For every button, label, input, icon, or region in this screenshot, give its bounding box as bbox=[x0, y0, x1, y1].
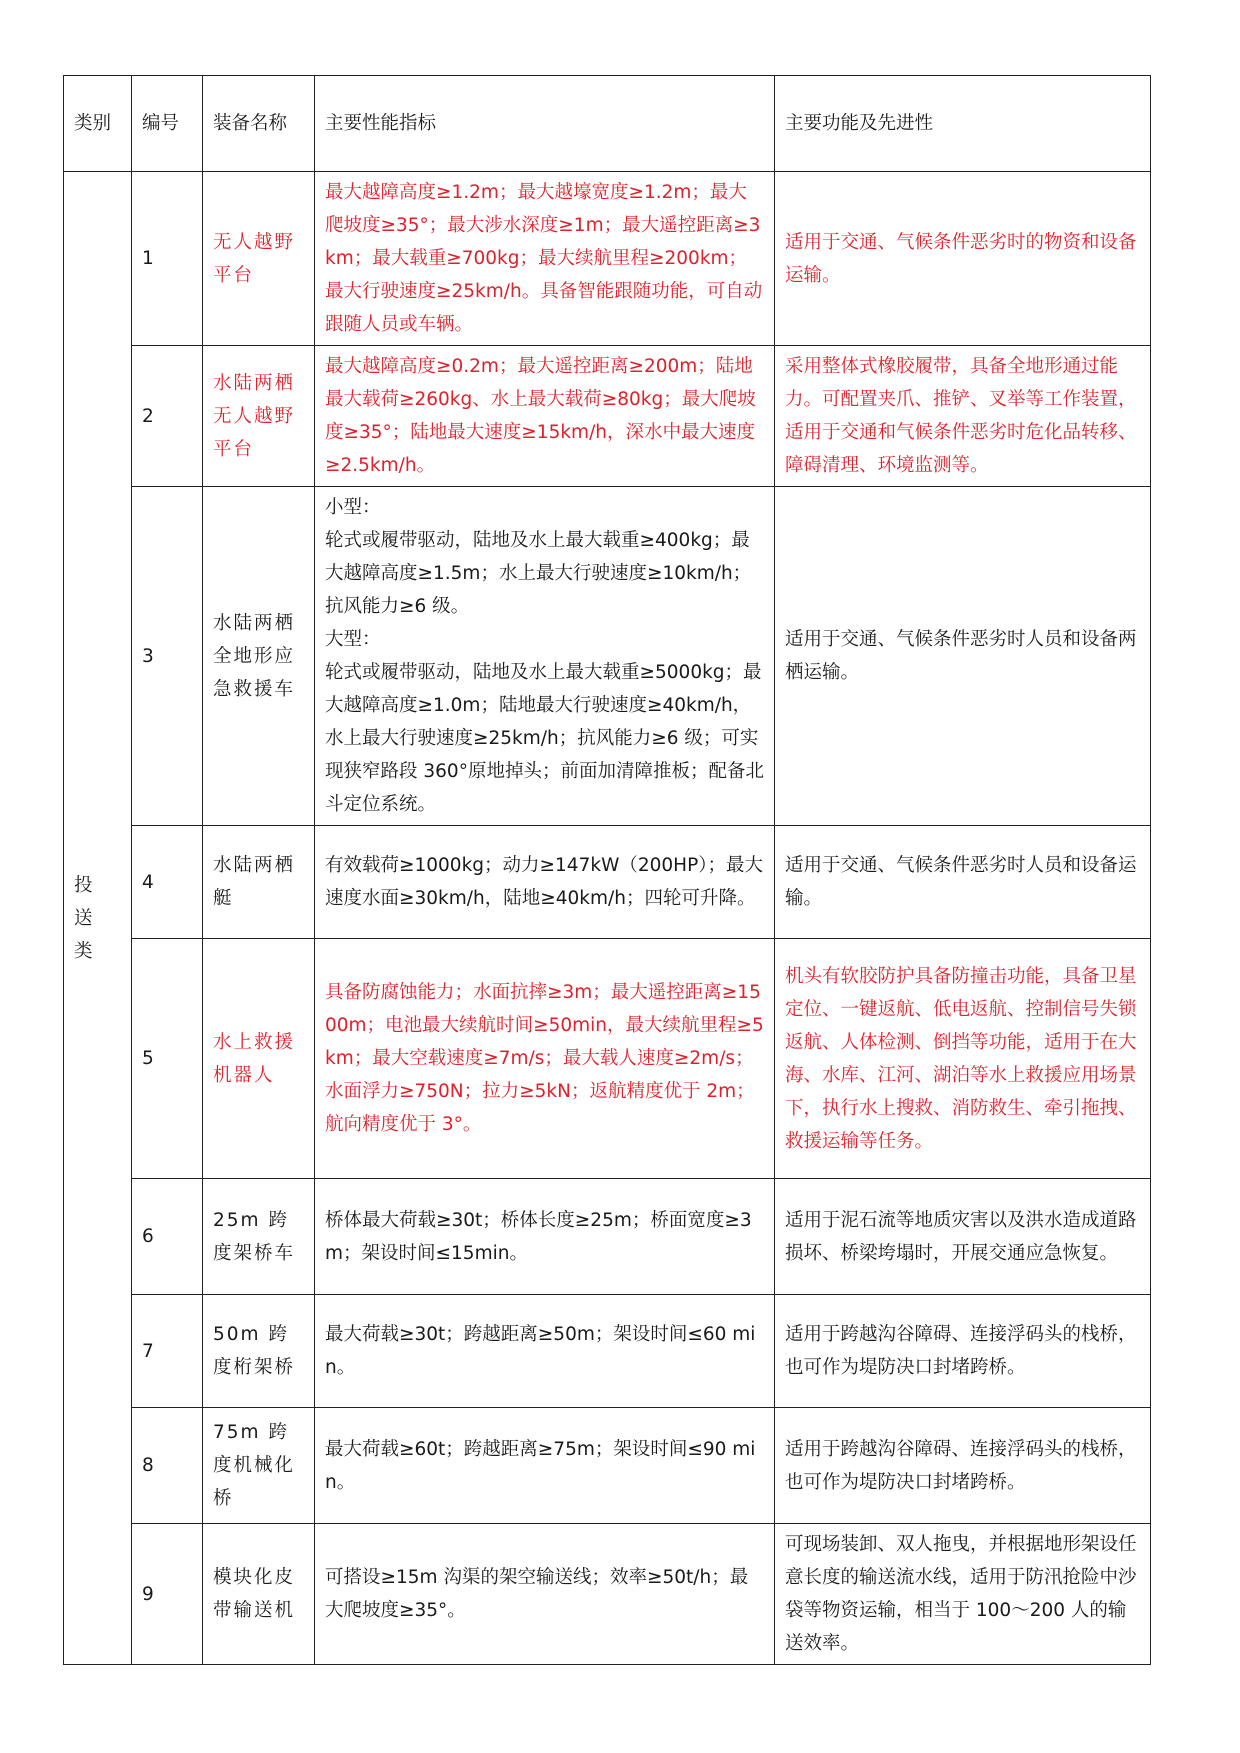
performance-spec: 具备防腐蚀能力；水面抗摔≥3m；最大遥控距离≥1500m；电池最大续航时间≥50min，最大续航里程≥5km；最大空载速度≥7m/s；最大载人速度≥2m/s；水面浮力≥750N；拉力≥5kN；返航精度优于 2m；航向精度优于 3°。 bbox=[315, 939, 775, 1179]
header-function: 主要功能及先进性 bbox=[775, 76, 1151, 172]
performance-spec: 最大荷载≥60t；跨越距离≥75m；架设时间≤90 min。 bbox=[315, 1408, 775, 1524]
performance-spec: 最大越障高度≥0.2m；最大遥控距离≥200m；陆地最大载荷≥260kg、水上最大载荷≥80kg；最大爬坡度≥35°；陆地最大速度≥15km/h，深水中最大速度≥2.5km/h。 bbox=[315, 346, 775, 487]
performance-spec: 小型： 轮式或履带驱动，陆地及水上最大载重≥400kg；最大越障高度≥1.5m；水上最大行驶速度≥10km/h；抗风能力≥6 级。 大型： 轮式或履带驱动，陆地及水上最大载重≥5000kg；最大越障高度≥1.0m；陆地最大行驶速度≥40km/h，水上最大行驶速度≥25km/h；抗风能力≥6 级；可实现狭窄路段 360°原地掉头；前面加清障推板；配备北斗定位系统。 bbox=[315, 487, 775, 826]
performance-spec: 最大越障高度≥1.2m；最大越壕宽度≥1.2m；最大爬坡度≥35°；最大涉水深度≥1m；最大遥控距离≥3km；最大载重≥700kg；最大续航里程≥200km；最大行驶速度≥25km/h。具备智能跟随功能，可自动跟随人员或车辆。 bbox=[315, 172, 775, 346]
function-description: 采用整体式橡胶履带，具备全地形通过能力。可配置夹爪、推铲、叉举等工作装置，适用于交通和气候条件恶劣时危化品转移、障碍清理、环境监测等。 bbox=[775, 346, 1151, 487]
header-category: 类别 bbox=[64, 76, 132, 172]
table-row bbox=[64, 939, 1151, 1179]
function-description: 机头有软胶防护具备防撞击功能，具备卫星定位、一键返航、低电返航、控制信号失锁返航、人体检测、倒挡等功能，适用于在大海、水库、江河、湖泊等水上救援应用场景下，执行水上搜救、消防救生、牵引拖拽、救援运输等任务。 bbox=[775, 939, 1151, 1179]
equipment-name: 模块化皮带输送机 bbox=[203, 1524, 315, 1665]
function-description: 适用于跨越沟谷障碍、连接浮码头的栈桥，也可作为堤防决口封堵跨桥。 bbox=[775, 1408, 1151, 1524]
row-number: 1 bbox=[132, 172, 203, 346]
performance-spec: 可搭设≥15m 沟渠的架空输送线；效率≥50t/h；最大爬坡度≥35°。 bbox=[315, 1524, 775, 1665]
function-description: 适用于跨越沟谷障碍、连接浮码头的栈桥，也可作为堤防决口封堵跨桥。 bbox=[775, 1295, 1151, 1408]
equipment-name: 25m 跨度架桥车 bbox=[203, 1179, 315, 1295]
function-description: 适用于交通、气候条件恶劣时人员和设备两栖运输。 bbox=[775, 487, 1151, 826]
function-description: 适用于交通、气候条件恶劣时人员和设备运输。 bbox=[775, 826, 1151, 939]
row-number: 4 bbox=[132, 826, 203, 939]
row-number: 5 bbox=[132, 939, 203, 1179]
category-cell: 投送类 bbox=[64, 172, 132, 1665]
performance-spec: 桥体最大荷载≥30t；桥体长度≥25m；桥面宽度≥3m；架设时间≤15min。 bbox=[315, 1179, 775, 1295]
equipment-name: 水陆两栖无人越野平台 bbox=[203, 346, 315, 487]
row-number: 6 bbox=[132, 1179, 203, 1295]
performance-spec: 最大荷载≥30t；跨越距离≥50m；架设时间≤60 min。 bbox=[315, 1295, 775, 1408]
document-page bbox=[63, 75, 1150, 1665]
equipment-name: 水上救援机器人 bbox=[203, 939, 315, 1179]
row-number: 9 bbox=[132, 1524, 203, 1665]
row-number: 3 bbox=[132, 487, 203, 826]
table-row bbox=[64, 1295, 1151, 1408]
header-number: 编号 bbox=[132, 76, 203, 172]
equipment-table bbox=[63, 75, 1151, 1665]
equipment-name: 无人越野平台 bbox=[203, 172, 315, 346]
table-row bbox=[64, 1524, 1151, 1665]
table-row bbox=[64, 1408, 1151, 1524]
table-row bbox=[64, 346, 1151, 487]
table-row bbox=[64, 826, 1151, 939]
table-row bbox=[64, 1179, 1151, 1295]
equipment-name: 75m 跨度机械化桥 bbox=[203, 1408, 315, 1524]
header-performance: 主要性能指标 bbox=[315, 76, 775, 172]
function-description: 可现场装卸、双人拖曳，并根据地形架设任意长度的输送流水线，适用于防汛抢险中沙袋等物资运输，相当于 100～200 人的输送效率。 bbox=[775, 1524, 1151, 1665]
table-header bbox=[64, 76, 1151, 172]
row-number: 2 bbox=[132, 346, 203, 487]
equipment-name: 水陆两栖全地形应急救援车 bbox=[203, 487, 315, 826]
table-row bbox=[64, 172, 1151, 346]
row-number: 8 bbox=[132, 1408, 203, 1524]
row-number: 7 bbox=[132, 1295, 203, 1408]
table-row bbox=[64, 487, 1151, 826]
header-name: 装备名称 bbox=[203, 76, 315, 172]
table-body bbox=[64, 172, 1151, 1665]
header-row bbox=[64, 76, 1151, 172]
equipment-name: 水陆两栖艇 bbox=[203, 826, 315, 939]
function-description: 适用于交通、气候条件恶劣时的物资和设备运输。 bbox=[775, 172, 1151, 346]
function-description: 适用于泥石流等地质灾害以及洪水造成道路损坏、桥梁垮塌时，开展交通应急恢复。 bbox=[775, 1179, 1151, 1295]
equipment-name: 50m 跨度桁架桥 bbox=[203, 1295, 315, 1408]
performance-spec: 有效载荷≥1000kg；动力≥147kW（200HP）；最大速度水面≥30km/h，陆地≥40km/h；四轮可升降。 bbox=[315, 826, 775, 939]
